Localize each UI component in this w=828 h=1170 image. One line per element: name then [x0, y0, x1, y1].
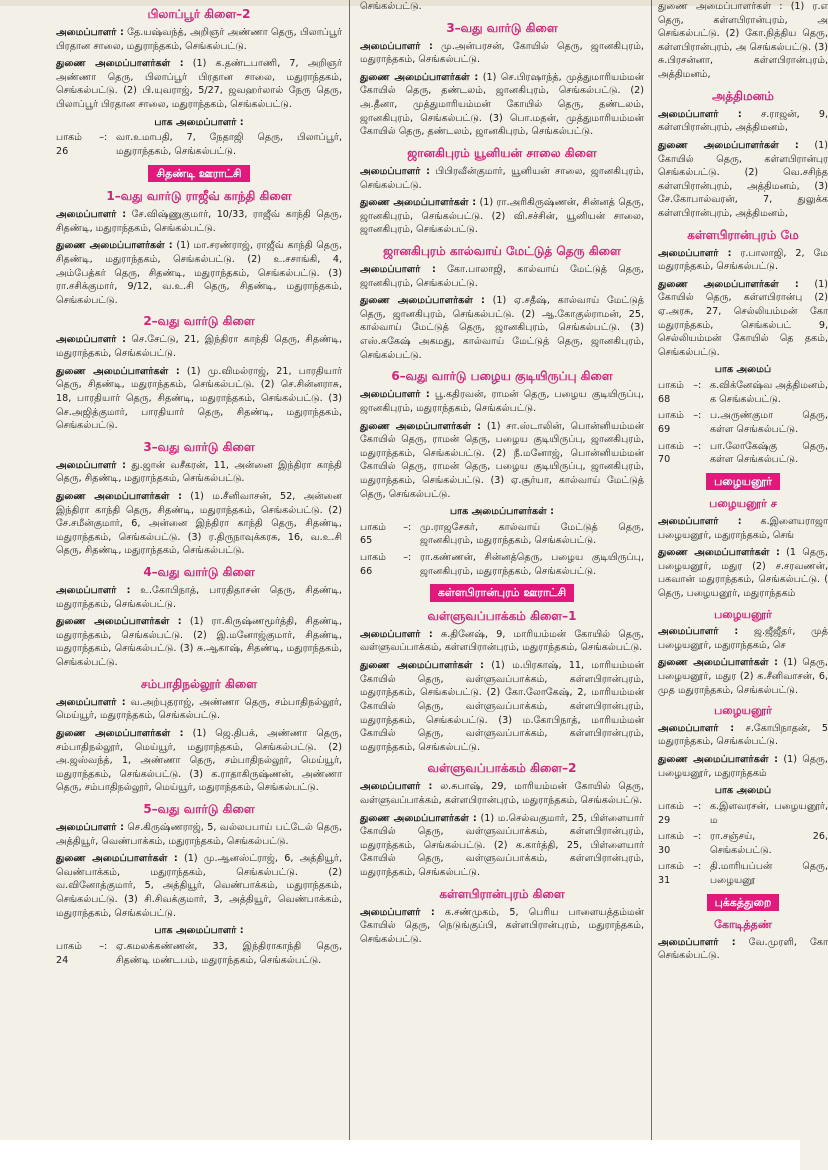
entry-label: அமைப்பாளர் :	[658, 515, 742, 527]
entry-list	[56, 821, 342, 920]
entry	[56, 365, 342, 433]
entry-text: (1) மு.ஆனஸ்ட்ராஜ், 6, அத்தியூர், வெண்பாக்கம், மதுராந்தகம், செங்கல்பட்டு. (2) வ.வினோத்குமார், 5, அத்தியூர், வெண்பாக்கம், மதுராந்தகம், செங்கல்பட்டு. (3) சி.சிவக்குமார், 3, அத்தியூர், வெண்பாக்கம், மதுராந்தகம், செங்கல்பட்டு.	[56, 853, 342, 919]
bagam-text: ரா.சஞ்சய், 26, செங்கல்பட்டு.	[710, 831, 828, 856]
entry	[658, 247, 828, 274]
bagam-list	[360, 521, 644, 578]
entry-text: தே.யஷ்வந்த், அறிஞர் அண்ணா தெரு, பிலாப்பூர் பிரதான சாலை, மதுராந்தகம், செங்கல்பட்டு.	[56, 27, 342, 52]
entry	[658, 656, 828, 697]
entry-label: துணை அமைப்பாளர்கள் :	[360, 295, 485, 307]
entry-text: வ.அற்புதராஜ், அண்ணா தெரு, சம்பாதிநல்லூர், மெய்யூர், மதுராந்தகம், செங்கல்பட்டு.	[56, 696, 342, 722]
entry	[658, 546, 828, 600]
entry-label: துணை அமைப்பாளர்கள் :	[658, 754, 778, 766]
entry-text: செ.கிருஷ்ணராஜ், 5, வல்லபபாய் பட்டேல் தெரு, அத்தியூர், வெண்பாக்கம், மதுராந்தகம், செங்கல்பட்டு.	[56, 822, 342, 847]
column-divider	[651, 0, 652, 1140]
bagam-number: பாகம் – 68	[658, 380, 698, 405]
entry-text: ச.ராஜன், 9, கள்ளபிரான்புரம், அத்திமனம்,	[658, 108, 828, 134]
continued-text: துணை அமைப்பாளர்கள் : (1) ர.எ தெரு, கள்ளபிரான்புரம், அ செங்கல்பட்டு. (2) கோ.நித்திய தெரு, கள்ளபிரான்புரம், அ செங்கல்பட்டு. (3) சு.பிரசன்னா, கள்ளபிரான்புரம், அத்திமனம்,	[658, 1, 828, 81]
entry-text: செ.சேட்டு, 21, இந்திரா காந்தி தெரு, சிதண்டி, மதுராந்தகம், செங்கல்பட்டு.	[56, 334, 342, 360]
entry-label: துணை அமைப்பாளர்கள் :	[658, 657, 778, 669]
entry-label: துணை அமைப்பாளர்கள் :	[658, 278, 799, 290]
entry-list	[658, 936, 828, 963]
entry	[658, 753, 828, 780]
entry	[56, 208, 342, 235]
section-heading: கள்ளபிரான்புரம் மே	[687, 227, 799, 242]
bagam-number: பாகம் – 69	[658, 410, 698, 435]
entry-label: அமைப்பாளர் :	[658, 108, 742, 120]
bagam-number: பாகம் – 30	[658, 831, 698, 856]
entry-list	[658, 722, 828, 780]
bagam-text: ப.அருண்குமா தெரு, கள்ள செங்கல்பட்டு.	[710, 410, 828, 435]
entry-text: சே.விஷ்ணுகுமார், 10/33, ராஜீவ் காந்தி தெரு, சிதண்டி, மதுராந்தகம், செங்கல்பட்டு.	[56, 209, 342, 234]
entry-text: (1) ம.பிரகாஷ், 11, மாரியம்மன் கோயில் தெரு, வள்ளுவப்பாக்கம், கள்ளபிரான்புரம், மதுராந்தகம், செங்கல்பட்டு. (2) கோ.லோகேஷ், 2, மாரியம்மன் கோயில் தெரு, வள்ளுவப்பாக்கம், கள்ளபிரான்புரம், மதுராந்தகம், செங்கல்பட்டு. (3) ம.கோபிநாத், மாரியம்மன் கோயில் தெரு, வள்ளுவப்பாக்கம், கள்ளபிரான்புரம், மதுராந்தகம், செங்கல்பட்டு.	[360, 660, 644, 753]
entry-text: வே.முரளி, கோ செங்கல்பட்டு.	[658, 936, 828, 962]
entry	[56, 584, 342, 611]
section-heading: 4–வது வார்டு கிளை	[143, 565, 255, 580]
bagam-colon: :	[104, 940, 108, 952]
entry-list	[360, 165, 644, 237]
bagam-number: பாகம் – 31	[658, 861, 698, 886]
entry-text: (1) ம.சீனிவாசன், 52, அன்னை இந்திரா காந்தி தெரு, சிதண்டி, மதுராந்தகம், செங்கல்பட்டு. (2) சே.சமீன்குமார், 6, அன்னை இந்திரா காந்தி தெரு, சிதண்டி, மதுராந்தகம், செங்கல்பட்டு. (3) ர.திருநாவுக்கரசு, 16, வ.உ.சி தெரு, சிதண்டி, மதுராந்தகம், செங்கல்பட்டு.	[56, 490, 342, 557]
bagam-colon: :	[104, 132, 108, 144]
section-heading: ஜானகிபுரம் கால்வாய் மேட்டுத் தெரு கிளை	[383, 243, 621, 258]
bagam-row	[658, 860, 828, 887]
entry-text: (1) சா.ஸ்டாலின், பொன்னியம்மன் கோயில் தெரு, ராமன் தெரு, பழைய குடியிருப்பு, ஜானகிபுரம், மதுராந்தகம், செங்கல்பட்டு. (2) நீ.மனோஜ், பொன்னியம்மன் கோயில் தெரு, ராமன் தெரு, பழைய குடியிருப்பு, ஜானகிபுரம், மதுராந்தகம், செங்கல்பட்டு. (3) ஏ.சூர்யா, கால்வாய் மேட்டுத் தெரு, செங்கல்பட்டு.	[360, 420, 644, 500]
entry-label: துணை அமைப்பாளர்கள் :	[56, 365, 180, 377]
panchayat-banner: பழையனூர்	[706, 473, 780, 491]
bagam-list	[658, 379, 828, 467]
entry-label: அமைப்பாளர் :	[658, 722, 735, 734]
section-heading: வள்ளுவப்பாக்கம் கிளை–1	[427, 608, 577, 623]
entry-list	[658, 247, 828, 360]
bagam-colon: :	[698, 410, 702, 422]
entry	[56, 696, 342, 723]
bagam-colon: :	[408, 552, 412, 564]
entry	[360, 812, 644, 880]
bagam-number: பாகம் – 24	[56, 940, 104, 966]
entry-text: (1) ம.செல்வகுமார், 25, பிள்ளையார் கோயில் தெரு, வள்ளுவப்பாக்கம், கள்ளபிரான்புரம், மதுராந்தகம், செங்கல்பட்டு. (2) க.கார்த்தி, 25, பிள்ளையார் கோயில் தெரு, வள்ளுவப்பாக்கம், கள்ளபிரான்புரம், மதுராந்தகம், செங்கல்பட்டு.	[360, 812, 644, 879]
entry-text: (1) கோயில் தெரு, கள்ளபிரான்புர செங்கல்பட்டு. (2) வெ.சசிந்த கள்ளபிரான்புரம், அத்திமனம், (3) சே.கோபால்வரன், 7, துலுக்க கள்ளபிரான்புரம், அத்திமனம்,	[658, 139, 828, 219]
entry-label: துணை அமைப்பாளர்கள் :	[56, 58, 184, 70]
entry	[56, 727, 342, 795]
entry-label: அமைப்பாளர் :	[56, 585, 131, 597]
entry-label: துணை அமைப்பாளர்கள் :	[56, 853, 178, 865]
section-heading: ஜானகிபுரம் யூனியன் சாலை கிளை	[407, 145, 597, 160]
section-heading: 2–வது வார்டு கிளை	[143, 314, 255, 329]
bagam-list	[658, 800, 828, 888]
panchayat-banner: சிதண்டி ஊராட்சி	[148, 165, 249, 183]
bagam-list	[56, 940, 342, 967]
bagam-text: ஏ.கமலக்கண்ணன், 33, இந்திராகாந்தி தெரு, சிதண்டி மண்டபம், மதுராந்தகம், செங்கல்பட்டு.	[116, 940, 342, 966]
entry	[360, 263, 644, 290]
entry	[360, 40, 644, 67]
entry-label: துணை அமைப்பாளர்கள் :	[360, 71, 479, 83]
bagam-text: க.விக்னேஷ்வ அத்திமனம், க செங்கல்பட்டு.	[710, 380, 828, 405]
bagam-text: பா.லோகேஷ்கு தெரு, கள்ள செங்கல்பட்டு.	[710, 440, 828, 466]
section-heading: 1–வது வார்டு ராஜீவ் காந்தி கிளை	[106, 189, 292, 204]
entry	[658, 722, 828, 749]
bagam-heading: பாக அமைப்பாளர் :	[154, 925, 244, 937]
section-heading: வள்ளுவப்பாக்கம் கிளை–2	[427, 761, 577, 776]
entry	[56, 57, 342, 111]
entry-text: (1) க.தண்டபாணி, 7, அறிஞர் அண்ணா தெரு, பிலாப்பூர் பிரதான சாலை, மதுராந்தகம், செங்கல்பட்டு. (2) பி.யுவராஜ், 5/27, ஜவஹர்லால் நேரு தெரு, பிலாப்பூர் பிரதான சாலை, மதுராந்தகம், செங்கல்பட்டு.	[56, 58, 342, 111]
section-heading: கோடித்தண்	[714, 918, 772, 932]
entry-text: (1) செ.பிரஷாந்த், முத்துமாரியம்மன் கோயில் தெரு, தண்டலம், ஜானகிபுரம், செங்கல்பட்டு. (2) அ.தீனா, முத்துமாரியம்மன் கோயில் தெரு, தண்டலம், ஜானகிபுரம், செங்கல்பட்டு. (3) பொ.மதன், முத்துமாரியம்மன் கோயில் தெரு, தண்டலம், ஜானகிபுரம், செங்கல்பட்டு.	[360, 71, 644, 138]
banner-wrap	[56, 165, 342, 183]
entry	[360, 165, 644, 192]
entry	[658, 108, 828, 135]
column-divider	[349, 0, 350, 1140]
entry	[56, 821, 342, 848]
bagam-heading: பாக அமைப்	[714, 364, 772, 376]
bagam-colon: :	[408, 521, 412, 533]
entry-list	[658, 108, 828, 221]
entry-label: துணை அமைப்பாளர்கள் :	[56, 727, 184, 739]
bagam-row	[56, 940, 342, 967]
entry-label: அமைப்பாளர் :	[360, 165, 430, 177]
page-bottom-margin	[0, 1140, 800, 1170]
entry-label: அமைப்பாளர் :	[658, 247, 732, 259]
bagam-row	[658, 440, 828, 467]
bagam-heading: பாக அமைப்பாளர் :	[154, 116, 244, 128]
entry-label: அமைப்பாளர் :	[360, 906, 435, 918]
bagam-colon: :	[698, 440, 702, 452]
entry	[360, 420, 644, 502]
entry	[56, 852, 342, 920]
entry-list	[360, 628, 644, 754]
entry	[360, 906, 644, 947]
column-3	[658, 0, 828, 967]
entry-text: ல.சுபாஷ், 29, மாரியம்மன் கோயில் தெரு, வள்ளுவப்பாக்கம், கள்ளபிரான்புரம், மதுராந்தகம், செங்கல்பட்டு.	[360, 781, 644, 806]
section-heading: 5–வது வார்டு கிளை	[143, 802, 255, 816]
panchayat-banner: கள்ளபிரான்புரம் ஊராட்சி	[430, 584, 574, 602]
entry-list	[360, 263, 644, 362]
entry	[56, 615, 342, 669]
entry-list	[360, 780, 644, 879]
entry-list	[56, 459, 342, 558]
bagam-row	[658, 409, 828, 436]
entry-text: க.சண்முகம், 5, பெரிய பாளையத்தம்மன் கோயில் தெரு, நெடுங்குப்பி, கள்ளபிரான்புரம், மதுராந்தகம், செங்கல்பட்டு.	[360, 906, 644, 945]
entry-label: துணை அமைப்பாளர்கள் :	[658, 139, 799, 151]
banner-wrap	[658, 894, 828, 912]
entry-text: (1) ரா.கிருஷ்ணமூர்த்தி, சிதண்டி, மதுராந்தகம், செங்கல்பட்டு. (2) இ.மனோஜ்குமார், சிதண்டி, மதுராந்தகம், செங்கல்பட்டு. (3) சு.ஆகாஷ், சிதண்டி, மதுராந்தகம், செங்கல்பட்டு.	[56, 616, 342, 669]
entry	[360, 71, 644, 139]
entry-list	[360, 388, 644, 501]
section-heading: சம்பாதிநல்லூர் கிளை	[140, 676, 258, 691]
bagam-number: பாகம் – 29	[658, 800, 698, 826]
entry	[658, 625, 828, 652]
entry-text: சு.தினேஷ், 9, மாரியம்மன் கோயில் தெரு, வள்ளுவப்பாக்கம், கள்ளபிரான்புரம், மதுராந்தகம், செங்கல்பட்டு.	[360, 628, 644, 654]
section-heading: கள்ளபிரான்புரம் கிளை	[439, 886, 565, 901]
section-heading: பழையனூர் ச	[709, 497, 777, 511]
entry-label: அமைப்பாளர் :	[360, 389, 430, 401]
entry	[360, 294, 644, 362]
panchayat-banner: புக்கத்துறை	[707, 894, 780, 912]
entry-text: (1) தெரு, பழையனூர், மதுர (2) க.சீனிவாசன், 6, முத மதுராந்தகம், செங்கல்பட்டு.	[658, 657, 828, 696]
bagam-text: ரா.கண்ணன், சின்னத்தெரு, பழைய குடியிருப்பு, ஜானகிபுரம், மதுராந்தகம், செங்கல்பட்டு.	[420, 552, 644, 577]
bagam-row	[658, 830, 828, 857]
entry-label: அமைப்பாளர் :	[56, 459, 126, 471]
section-heading: பிலாப்பூர் கிளை–2	[147, 7, 251, 21]
entry	[56, 459, 342, 486]
bagam-row	[658, 379, 828, 406]
entry-text: (1) மா.சரண்ராஜ், ராஜீவ் காந்தி தெரு, சிதண்டி, மதுராந்தகம், செங்கல்பட்டு. (2) உ.சசாங்கி, 4, அம்பேத்கர் தெரு, சிதண்டி, மதுராந்தகம், செங்கல்பட்டு. (3) ரா.சசிக்குமார், 9/12, வ.உ.சி தெரு, சிதண்டி, மதுராந்தகம், செங்கல்பட்டு.	[56, 240, 342, 306]
entry-text: க.இளையராஜா பழையனூர், மதுராந்தகம், செங்	[658, 515, 828, 541]
entry	[658, 278, 828, 360]
entry-text: (1 தெரு, பழையனூர், மதுர (2) ச.சரவணன், பகவான் மதுராந்தகம், செங்கல்பட்டு. ( தெரு, பழையனூர், மதுராந்தகம்	[658, 547, 828, 599]
entry-label: அமைப்பாளர் :	[360, 40, 433, 52]
bagam-text: வா.உமாபதி, 7, நேதாஜி தெரு, பிலாப்பூர், மதுராந்தகம், செங்கல்பட்டு.	[116, 132, 342, 157]
entry-label: அமைப்பாளர் :	[658, 936, 736, 948]
entry	[360, 659, 644, 754]
entry-list	[56, 26, 342, 112]
section-heading: 3–வது வார்டு கிளை	[143, 439, 255, 454]
bagam-number: பாகம் – 70	[658, 440, 698, 466]
entry-text: (1) கோயில் தெரு, கள்ளபிரான்பு (2) ஏ.அரசு, 27, செல்லியம்மன் கோ மதுராந்தகம், செங்கல்பட் 9, செல்லியம்மன் கோயில் தெ தகம், செங்கல்பட்டு.	[658, 278, 828, 358]
bagam-list	[56, 131, 342, 158]
entry	[360, 388, 644, 415]
entry-list	[56, 333, 342, 432]
section-heading: 6–வது வார்டு பழைய குடியிருப்பு கிளை	[391, 369, 613, 384]
entry-label: அமைப்பாளர் :	[56, 209, 127, 221]
entry-text: ர.பாலாஜி, 2, மே மதுராந்தகம், செங்கல்பட்டு.	[658, 247, 828, 273]
entry	[56, 333, 342, 360]
banner-wrap	[658, 473, 828, 491]
bagam-colon: :	[698, 861, 702, 873]
entry-label: துணை அமைப்பாளர்கள் :	[360, 420, 481, 432]
column-1	[56, 0, 342, 970]
column-2	[360, 0, 644, 951]
bagam-colon: :	[698, 800, 702, 812]
entry-text: (1) ஜெ.திபக், அண்ணா தெரு, சம்பாதிநல்லூர், மெய்யூர், மதுராந்தகம், செங்கல்பட்டு. (2) அ.ஜஸ்வந்த், 1, அண்ணா தெரு, சம்பாதிநல்லூர், மெய்யூர், மதுராந்தகம், செங்கல்பட்டு. (3) க.ராதாகிருஷ்ணன், அண்ணா தெரு, சம்பாதிநல்லூர், மெய்யூர், மதுராந்தகம், செங்கல்பட்டு.	[56, 727, 342, 794]
entry-text: (1) ஏ.சதீஷ், கால்வாய் மேட்டுத் தெரு, ஜானகிபுரம், செங்கல்பட்டு. (2) ஆ.கோகுல்ராமன், 25, கால்வாய் மேட்டுத் தெரு, ஜானகிபுரம், செங்கல்பட்டு. (3) எஸ்.சுகேஷ் அகமது, கால்வாய் மேட்டுத் தெரு, ஜானகிபுரம், செங்கல்பட்டு.	[360, 295, 644, 361]
entry	[360, 780, 644, 807]
entry	[56, 26, 342, 53]
entry	[56, 239, 342, 307]
bagam-text: மு.ராஜசேகர், கால்வாய் மேட்டுத் தெரு, ஜானகிபுரம், மதுராந்தகம், செங்கல்பட்டு.	[420, 521, 644, 547]
bagam-row	[360, 551, 644, 578]
bagam-row	[56, 131, 342, 158]
entry-list	[56, 696, 342, 795]
entry-label: துணை அமைப்பாளர்கள் :	[658, 547, 780, 559]
section-heading: அத்திமனம்	[712, 88, 774, 103]
entry-label: அமைப்பாளர் :	[360, 781, 433, 793]
entry-label: துணை அமைப்பாளர்கள் :	[56, 490, 182, 502]
entry-text: ஜ.ஜீஜீதர், முத் பழையனூர், மதுராந்தகம், செ	[658, 626, 828, 651]
entry-list	[360, 40, 644, 139]
entry-text: பிபிரவீன்குமார், யூனியன் சாலை, ஜானகிபுரம், செங்கல்பட்டு.	[360, 165, 644, 191]
entry-label: அமைப்பாளர் :	[360, 264, 436, 276]
entry-label: துணை அமைப்பாளர்கள் :	[56, 240, 173, 252]
entry-list	[658, 625, 828, 697]
entry-text: (1) ரா.அரிகிருஷ்ணன், சின்னத் தெரு, ஜானகிபுரம், செங்கல்பட்டு. (2) வி.சச்சின், யூனியன் சாலை, ஜானகிபுரம், செங்கல்பட்டு.	[360, 197, 644, 236]
entry	[56, 490, 342, 558]
entry-list	[56, 208, 342, 307]
entry-label: அமைப்பாளர் :	[56, 27, 124, 39]
entry-label: அமைப்பாளர் :	[56, 334, 127, 346]
bagam-heading: பாக அமைப்பாளர்கள் :	[449, 506, 555, 518]
bagam-text: க.இளவரசன், பழையனூர், ம	[710, 800, 828, 826]
entry-label: அமைப்பாளர் :	[658, 626, 739, 638]
bagam-number: பாகம் – 26	[56, 132, 104, 157]
entry	[658, 139, 828, 221]
entry-text: மு.அன்பரசன், கோயில் தெரு, ஜானகிபுரம், மதுராந்தகம், செங்கல்பட்டு.	[360, 40, 644, 66]
banner-wrap	[360, 584, 644, 602]
section-heading: பழையனூர்	[714, 704, 772, 718]
entry	[658, 936, 828, 963]
entry	[360, 628, 644, 655]
entry-text: ச.கோபிநாதன், 5 மதுராந்தகம், செங்கல்பட்டு.	[658, 722, 828, 748]
entry-label: அமைப்பாளர் :	[56, 822, 124, 834]
bagam-colon: :	[698, 831, 702, 843]
entry-label: துணை அமைப்பாளர்கள் :	[360, 812, 477, 824]
bagam-row	[360, 521, 644, 548]
section-heading: பழையனூர்	[714, 607, 772, 621]
section-heading: 3–வது வார்டு கிளை	[446, 20, 558, 35]
entry-text: (1) மு.விமல்ராஜ், 21, பாரதியார் தெரு, சிதண்டி, மதுராந்தகம், செங்கல்பட்டு. (2) செ.சின்னராசு, 18, பாரதியார் தெரு, சிதண்டி, மதுராந்தகம், செங்கல்பட்டு. (3) செ.அஜித்குமார், பாரதியார் தெரு, சிதண்டி, மதுராந்தகம், செங்கல்பட்டு.	[56, 365, 342, 432]
bagam-heading: பாக அமைப்	[714, 785, 772, 797]
entry-label: துணை அமைப்பாளர்கள் :	[56, 616, 182, 628]
entry-label: அமைப்பாளர் :	[56, 696, 126, 708]
entry-label: துணை அமைப்பாளர்கள் :	[360, 197, 477, 209]
entry-list	[658, 515, 828, 601]
bagam-number: பாகம் – 66	[360, 552, 408, 577]
entry	[658, 515, 828, 542]
continued-text: செங்கல்பட்டு.	[360, 1, 422, 12]
entry-text: பூ.கதிரவன், ராமன் தெரு, பழைய குடியிருப்பு, ஜானகிபுரம், மதுராந்தகம், செங்கல்பட்டு.	[360, 389, 644, 414]
entry-text: (1) தெரு, பழையனூர், மதுராந்தகம்	[658, 754, 828, 779]
entry	[360, 196, 644, 237]
entry-text: உ.கோபிநாத், பாரதிதாசன் தெரு, சிதண்டி, மதுராந்தகம், செங்கல்பட்டு.	[56, 585, 342, 610]
bagam-colon: :	[698, 380, 702, 392]
entry-label: துணை அமைப்பாளர்கள் :	[360, 660, 484, 672]
entry-text: கோ.பாலாஜி, கால்வாய் மேட்டுத் தெரு, ஜானகிபுரம், செங்கல்பட்டு.	[360, 264, 644, 289]
bagam-number: பாகம் – 65	[360, 521, 408, 547]
entry-label: அமைப்பாளர் :	[360, 628, 433, 640]
entry-text: து.ஜான் வசீகரன், 11, அன்னை இந்திரா காந்தி தெரு, சிதண்டி, மதுராந்தகம், செங்கல்பட்டு.	[56, 459, 342, 485]
entry-list	[360, 906, 644, 947]
bagam-row	[658, 800, 828, 827]
bagam-text: தி.மாரியப்பன் தெரு, பழையனூ	[710, 861, 828, 886]
entry-list	[56, 584, 342, 670]
